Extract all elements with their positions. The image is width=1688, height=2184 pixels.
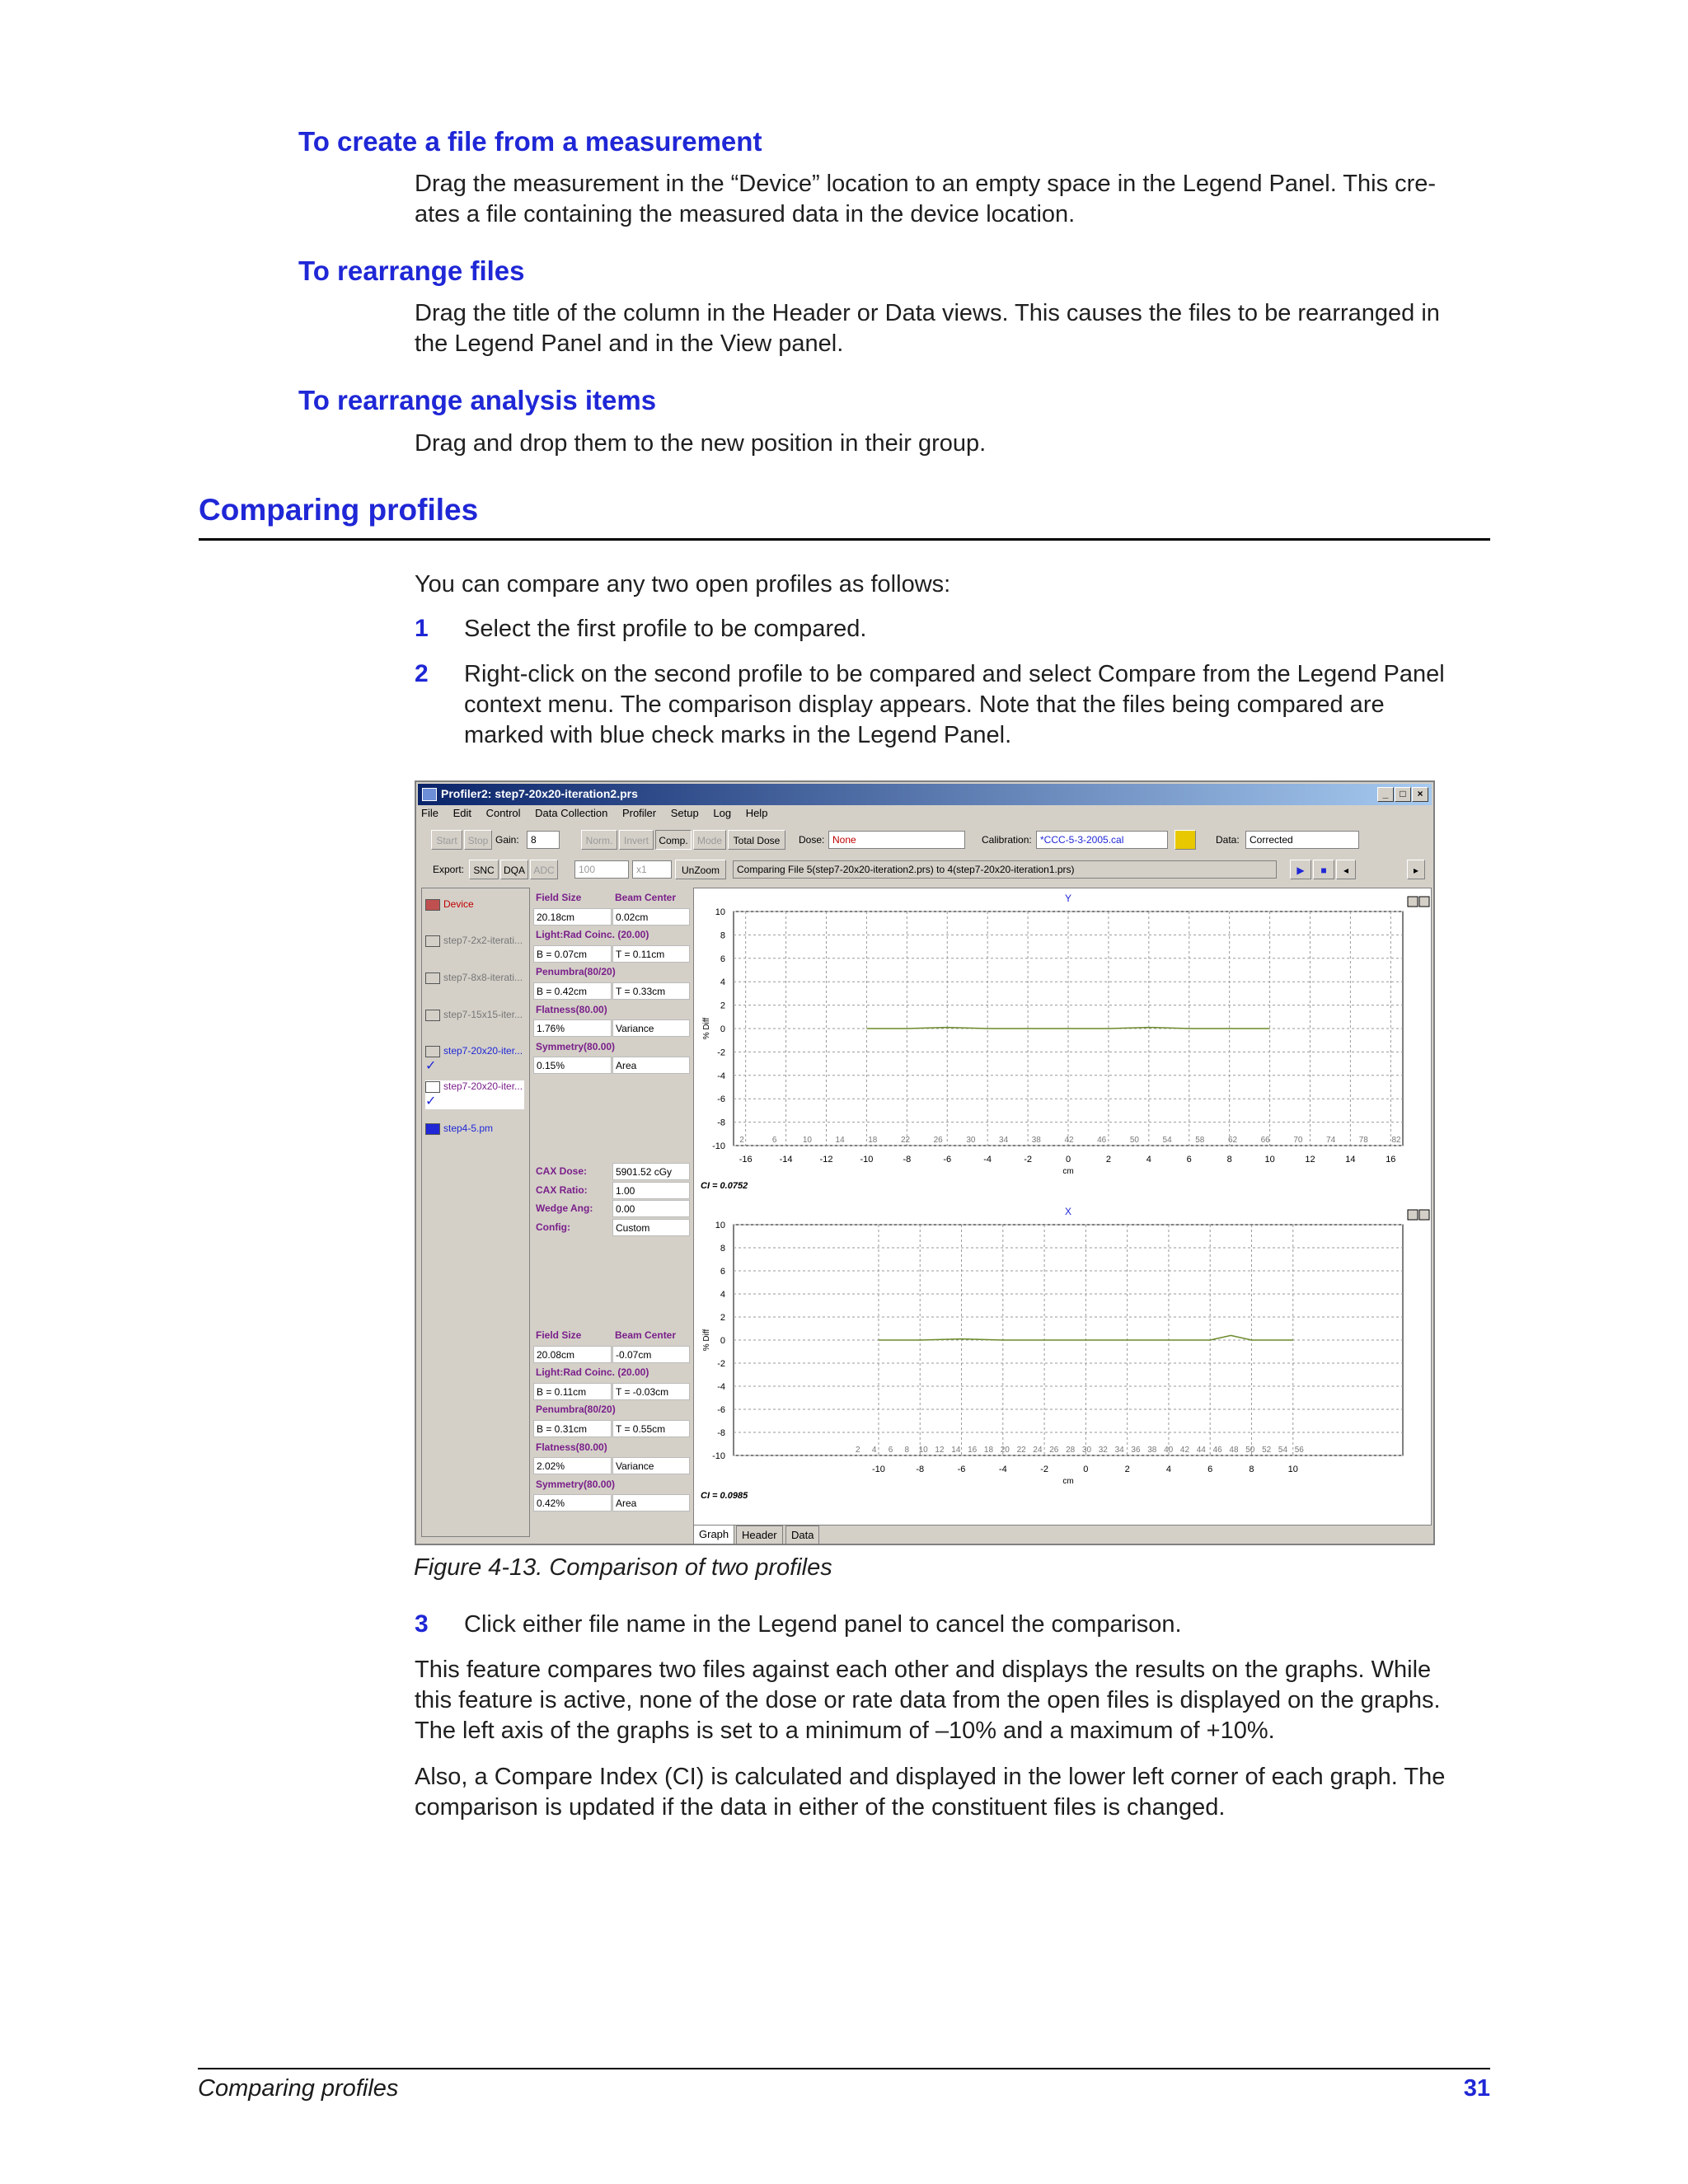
x-tick-label: -10 (860, 1155, 874, 1165)
detector-label: 14 (951, 1446, 961, 1455)
detector-label: 28 (1066, 1446, 1076, 1455)
measurement-icon (425, 1123, 440, 1135)
legend-item-file-4[interactable]: step7-20x20-iter... ✓ (425, 1045, 523, 1073)
x-tick-label: 14 (1345, 1155, 1356, 1165)
y-axis-label: % Diff (702, 1017, 711, 1040)
menu-log[interactable]: Log (713, 807, 732, 819)
device-icon (425, 899, 440, 911)
y-analysis-label: B = 0.42cm (533, 982, 612, 1000)
y-tick-label: 4 (720, 1290, 725, 1300)
y-analysis-value: 0.02cm (612, 908, 690, 926)
chart-title: X (1064, 1206, 1072, 1217)
footer-rule (198, 2068, 1490, 2069)
check-icon: ✓ (425, 1094, 437, 1108)
open-folder-icon[interactable] (1175, 830, 1196, 850)
x-tick-label: 4 (1146, 1155, 1151, 1165)
cax-row (533, 1200, 690, 1218)
y-tick-label: -4 (717, 1382, 725, 1392)
file-icon (425, 972, 440, 984)
menu-profiler[interactable]: Profiler (621, 807, 657, 819)
legend-item-file-1[interactable]: step7-2x2-iterati... (425, 935, 523, 947)
y-tick-label: 8 (720, 1244, 725, 1254)
data-select[interactable]: Corrected (1245, 831, 1359, 849)
menu-help[interactable]: Help (745, 807, 768, 819)
y-tick-label: -6 (717, 1405, 725, 1415)
detector-label: 78 (1358, 1136, 1368, 1145)
tab-header[interactable]: Header (736, 1526, 783, 1545)
app-icon (422, 788, 437, 801)
minimize-button[interactable]: _ (1377, 787, 1394, 802)
detector-label: 16 (968, 1446, 978, 1455)
x-analysis-row (533, 1383, 690, 1401)
y-tick-label: 0 (720, 1336, 725, 1346)
x-analysis-label: Penumbra(80/20) (536, 1404, 616, 1416)
y-analysis-label: 0.15% (533, 1057, 612, 1074)
y-analysis-row (533, 945, 690, 963)
y-tick-label: 0 (720, 1024, 725, 1034)
x-tick-label: -14 (779, 1155, 793, 1165)
y-analysis-label: Flatness(80.00) (536, 1003, 607, 1015)
close-button[interactable]: × (1412, 787, 1428, 802)
detector-label: 6 (888, 1446, 893, 1455)
x-analysis-row (533, 1494, 690, 1512)
scroll-left-icon[interactable]: ◂ (1336, 860, 1356, 879)
rearrange-files-body-2: the Legend Panel and in the View panel. (415, 330, 844, 357)
detector-label: 24 (1033, 1446, 1043, 1455)
x-tick-label: 16 (1386, 1155, 1396, 1165)
para2-line1: Also, a Compare Index (CI) is calculated and displayed in the lower left corner of each graph. The (415, 1764, 1446, 1790)
x-tick-label: 10 (1264, 1155, 1275, 1165)
check-icon: ✓ (425, 1058, 437, 1073)
norm-button[interactable]: Norm. (581, 830, 617, 850)
y-tick-label: 10 (715, 1221, 725, 1230)
heading-rule (199, 538, 1490, 541)
x-analysis-label: 20.08cm (533, 1346, 612, 1363)
y-analysis-label: Penumbra(80/20) (536, 966, 616, 978)
start-button[interactable]: Start (431, 830, 462, 850)
detector-label: 82 (1391, 1136, 1401, 1145)
y-analysis-label: B = 0.07cm (533, 945, 612, 963)
legend-item-file-6[interactable]: step4-5.pm (425, 1122, 493, 1135)
x-analysis-label: B = 0.31cm (533, 1420, 612, 1437)
x-tick-label: 6 (1186, 1155, 1192, 1165)
detector-label: 10 (802, 1136, 812, 1145)
compare-index-label: CI = 0.0752 (701, 1181, 748, 1191)
x-analysis-value: Beam Center (615, 1329, 677, 1341)
menu-control[interactable]: Control (485, 807, 521, 819)
detector-label: 46 (1212, 1446, 1222, 1455)
y-analysis-row (533, 889, 690, 907)
detector-label: 34 (1114, 1446, 1124, 1455)
comp-button[interactable]: Comp. (655, 830, 692, 850)
chart-title: Y (1064, 893, 1072, 904)
x-tick-label: 6 (1207, 1465, 1213, 1474)
x-analysis-value: T = 0.55cm (612, 1420, 690, 1437)
detector-label: 56 (1294, 1446, 1304, 1455)
zoom-select[interactable]: x1 (632, 860, 672, 879)
x-tick-label: -8 (903, 1155, 912, 1165)
legend-panel (421, 888, 530, 1537)
cax-value: 5901.52 cGy (612, 1163, 690, 1180)
x-analysis-value: T = -0.03cm (612, 1383, 690, 1400)
file-icon (425, 1081, 440, 1093)
legend-item-file-5[interactable]: step7-20x20-iter... ✓ (425, 1080, 523, 1108)
window-titlebar (418, 784, 1432, 805)
page-number: 31 (1463, 2075, 1490, 2102)
y-analysis-row (533, 982, 690, 1001)
x-tick-label: -4 (983, 1155, 992, 1165)
x-tick-label: 2 (1105, 1155, 1111, 1165)
detector-label: 22 (1016, 1446, 1026, 1455)
detector-label: 38 (1147, 1446, 1157, 1455)
detector-label: 22 (900, 1136, 911, 1145)
heading-create-file: To create a file from a measurement (298, 126, 762, 157)
x-analysis-row (533, 1346, 690, 1364)
detector-label: 54 (1162, 1136, 1172, 1145)
detector-label: 26 (933, 1136, 943, 1145)
detector-label: 36 (1131, 1446, 1141, 1455)
x-analysis-row (533, 1364, 690, 1382)
detector-label: 54 (1278, 1446, 1288, 1455)
maximize-button[interactable]: □ (1395, 787, 1411, 802)
y-analysis-row (533, 926, 690, 944)
x-analysis-row (533, 1420, 690, 1438)
dose-select[interactable]: None (828, 831, 965, 849)
y-analysis-label: 20.18cm (533, 908, 612, 926)
detector-label: 52 (1262, 1446, 1272, 1455)
cax-row (533, 1182, 690, 1200)
y-analysis-value: T = 0.11cm (612, 945, 690, 963)
legend-item-file-2[interactable]: step7-8x8-iterati... (425, 972, 523, 984)
detector-label: 48 (1229, 1446, 1239, 1455)
y-analysis-row (533, 908, 690, 926)
y-tick-label: -4 (717, 1071, 725, 1081)
y-analysis-value: Area (612, 1057, 690, 1074)
menu-edit[interactable]: Edit (452, 807, 471, 819)
y-tick-label: 8 (720, 930, 725, 941)
intro-text: You can compare any two open profiles as follows: (415, 571, 951, 598)
figure-caption: Figure 4-13. Comparison of two profiles (414, 1554, 832, 1581)
x-analysis-label: Flatness(80.00) (536, 1441, 607, 1453)
stop-icon[interactable]: ■ (1313, 860, 1334, 879)
play-icon[interactable]: ▶ (1290, 860, 1311, 879)
heading-rearrange-items: To rearrange analysis items (298, 385, 657, 415)
y-analysis-row (533, 1019, 690, 1038)
menu-bar (421, 807, 779, 825)
para1-line3: The left axis of the graphs is set to a minimum of –10% and a maximum of +10%. (415, 1718, 1275, 1744)
detector-label: 10 (918, 1446, 928, 1455)
snc-button[interactable]: SNC (469, 860, 499, 879)
x-analysis-value: Variance (612, 1457, 690, 1474)
x-tick-label: -12 (819, 1155, 833, 1165)
y-tick-label: 6 (720, 954, 725, 964)
total-dose-button[interactable]: Total Dose (728, 830, 785, 850)
detector-label: 8 (904, 1446, 910, 1455)
x-analysis-label: Symmetry(80.00) (536, 1478, 616, 1490)
menu-data-collection[interactable]: Data Collection (535, 807, 608, 819)
detector-label: 42 (1179, 1446, 1190, 1455)
detector-label: 40 (1164, 1446, 1174, 1455)
detector-label: 18 (983, 1446, 994, 1455)
compare-index-label: CI = 0.0985 (701, 1491, 748, 1501)
x-tick-label: 8 (1249, 1465, 1254, 1474)
detector-label: 4 (871, 1446, 877, 1455)
x-tick-label: 4 (1165, 1465, 1171, 1474)
x-tick-label: -2 (1040, 1465, 1048, 1474)
x-analysis-label: 0.42% (533, 1494, 612, 1511)
y-axis-label: % Diff (702, 1329, 711, 1352)
y-tick-label: -10 (712, 1141, 725, 1151)
x-axis-label: cm (1062, 1477, 1074, 1486)
x-analysis-row (533, 1476, 690, 1494)
x-tick-label: -8 (916, 1465, 925, 1474)
graph-view (693, 888, 1432, 1526)
gain-select[interactable]: 8 (527, 831, 560, 849)
y-analysis-value: Variance (612, 1019, 690, 1037)
tab-data[interactable]: Data (785, 1526, 819, 1545)
step-1-number: 1 (415, 615, 429, 642)
dose-label: Dose: (799, 834, 825, 846)
x-tick-label: -6 (943, 1155, 952, 1165)
data-label: Data: (1216, 834, 1240, 846)
x-analysis-label: Light:Rad Coinc. (20.00) (536, 1366, 649, 1379)
footer-title: Comparing profiles (198, 2075, 399, 2102)
rearrange-files-body-1: Drag the title of the column in the Header or Data views. This causes the files to be rearranged in (415, 300, 1440, 326)
y-analysis-value: Beam Center (615, 892, 677, 903)
x-analysis-label: B = 0.11cm (533, 1383, 612, 1400)
detector-label: 42 (1064, 1136, 1074, 1145)
detector-label: 50 (1245, 1446, 1255, 1455)
y-analysis-label: 1.76% (533, 1019, 612, 1037)
step-1-text: Select the first profile to be compared. (464, 616, 867, 642)
scroll-right-icon[interactable]: ▸ (1407, 860, 1425, 879)
y-analysis-label: Symmetry(80.00) (536, 1040, 616, 1052)
detector-label: 58 (1195, 1136, 1205, 1145)
step-2-text-1: Right-click on the second profile to be compared and select Compare from the Legend Panel (464, 661, 1445, 687)
cax-label: Wedge Ang: (536, 1202, 593, 1215)
menu-file[interactable]: File (421, 807, 438, 819)
y-analysis-row (533, 1038, 690, 1057)
detector-label: 44 (1196, 1446, 1206, 1455)
x-analysis-row (533, 1439, 690, 1457)
status-field: Comparing File 5(step7-20x20-iteration2.prs) to 4(step7-20x20-iteration1.prs) (733, 860, 1277, 879)
y-analysis-label: Field Size (536, 892, 582, 903)
step-3-text: Click either file name in the Legend panel to cancel the comparison. (464, 1611, 1182, 1638)
x-tick-label: 0 (1065, 1155, 1071, 1165)
x-tick-label: -16 (738, 1155, 753, 1165)
stop-button[interactable]: Stop (464, 830, 492, 850)
mode-button[interactable]: Mode (693, 830, 726, 850)
y-analysis-label: Light:Rad Coinc. (20.00) (536, 929, 649, 941)
rearrange-items-body: Drag and drop them to the new position in their group. (415, 430, 987, 457)
detector-label: 14 (835, 1136, 845, 1145)
x-analysis-row (533, 1401, 690, 1419)
y-tick-label: -8 (717, 1118, 725, 1128)
x-tick-label: -6 (957, 1465, 966, 1474)
calibration-select[interactable]: *CCC-5-3-2005.cal (1036, 831, 1168, 849)
invert-button[interactable]: Invert (619, 830, 654, 850)
cax-label: Config: (536, 1221, 570, 1233)
y-analysis-value: T = 0.33cm (612, 982, 690, 1000)
export-label: Export: (433, 864, 465, 875)
x-tick-label: -10 (872, 1465, 885, 1474)
detector-label: 50 (1129, 1136, 1139, 1145)
y-tick-label: 4 (720, 977, 725, 988)
dqa-button[interactable]: DQA (500, 860, 528, 879)
y-tick-label: -6 (717, 1094, 725, 1105)
detector-label: 70 (1293, 1136, 1303, 1145)
cax-value: Custom (612, 1219, 690, 1236)
detector-label: 46 (1097, 1136, 1107, 1145)
legend-item-file-3[interactable]: step7-15x15-iter... (425, 1009, 523, 1021)
x-analysis-row (533, 1327, 690, 1345)
comparison-charts (694, 888, 1431, 1525)
x-tick-label: 12 (1305, 1155, 1315, 1165)
file-icon (425, 1046, 440, 1057)
window-title: Profiler2: step7-20x20-iteration2.prs (441, 787, 638, 800)
x-analysis-label: Field Size (536, 1329, 582, 1341)
x-tick-label: -2 (1024, 1155, 1032, 1165)
heading-rearrange-files: To rearrange files (298, 255, 525, 286)
detector-label: 12 (935, 1446, 945, 1455)
tab-graph[interactable]: Graph (693, 1526, 734, 1544)
para1-line1: This feature compares two files against each other and displays the results on the graphs. While (415, 1657, 1432, 1683)
detector-label: 30 (966, 1136, 976, 1145)
detector-label: 20 (1000, 1446, 1010, 1455)
cax-row (533, 1219, 690, 1237)
detector-label: 2 (856, 1446, 860, 1455)
y-analysis-row (533, 1057, 690, 1075)
main-heading: Comparing profiles (199, 493, 479, 527)
cax-value: 1.00 (612, 1182, 690, 1199)
detector-label: 2 (739, 1136, 744, 1145)
panel-expand-icon (1408, 897, 1418, 907)
x-tick-label: 0 (1083, 1465, 1089, 1474)
detector-label: 74 (1326, 1136, 1336, 1145)
analysis-panel (533, 888, 690, 1535)
x-analysis-label: 2.02% (533, 1457, 612, 1474)
x-tick-label: 2 (1124, 1465, 1130, 1474)
x-analysis-value: -0.07cm (612, 1346, 690, 1363)
create-file-body-1: Drag the measurement in the “Device” location to an empty space in the Legend Panel. This cre- (415, 171, 1437, 197)
detector-label: 32 (1098, 1446, 1108, 1455)
y-tick-label: -8 (717, 1428, 725, 1438)
y-analysis-row (533, 1001, 690, 1019)
cax-row (533, 1163, 690, 1181)
range-select[interactable]: 100 (574, 860, 629, 879)
y-tick-label: 6 (720, 1267, 725, 1277)
para2-line2: comparison is updated if the data in either of the constituent files is changed. (415, 1794, 1226, 1821)
detector-label: 26 (1049, 1446, 1059, 1455)
detector-label: 30 (1081, 1446, 1092, 1455)
panel-close-icon (1419, 1210, 1429, 1220)
detector-label: 6 (771, 1136, 777, 1145)
x-analysis-value: Area (612, 1494, 690, 1511)
unzoom-button[interactable]: UnZoom (675, 860, 726, 879)
cax-label: CAX Ratio: (536, 1183, 588, 1196)
calibration-label: Calibration: (982, 834, 1032, 846)
step-2-text-2: context menu. The comparison display appears. Note that the files being compared are (464, 691, 1385, 718)
para1-line2: this feature is active, none of the dose or rate data from the open files is displayed on the graphs. (415, 1687, 1441, 1713)
x-analysis-row (533, 1457, 690, 1475)
profiler-window (415, 780, 1435, 1545)
file-icon (425, 1010, 440, 1021)
create-file-body-2: ates a file containing the measured data in the device location. (415, 201, 1076, 227)
step-2-number: 2 (415, 660, 429, 687)
y-tick-label: 2 (720, 1001, 725, 1011)
cax-value: 0.00 (612, 1200, 690, 1217)
legend-item-device[interactable]: Device (425, 898, 474, 911)
menu-setup[interactable]: Setup (670, 807, 699, 819)
adc-button[interactable]: ADC (530, 860, 558, 879)
panel-close-icon (1419, 897, 1429, 907)
panel-expand-icon (1408, 1210, 1418, 1220)
file-icon (425, 935, 440, 947)
detector-label: 62 (1227, 1136, 1238, 1145)
x-axis-label: cm (1062, 1167, 1074, 1176)
y-tick-label: -2 (717, 1047, 725, 1058)
detector-label: 38 (1031, 1136, 1041, 1145)
y-tick-label: 10 (715, 907, 725, 917)
x-tick-label: 10 (1287, 1465, 1298, 1474)
gain-label: Gain: (495, 834, 519, 846)
x-tick-label: -4 (998, 1465, 1007, 1474)
y-analysis-row (533, 963, 690, 982)
step-3-number: 3 (415, 1610, 429, 1638)
y-tick-label: 2 (720, 1313, 725, 1323)
x-tick-label: 8 (1226, 1155, 1232, 1165)
detector-label: 18 (868, 1136, 878, 1145)
y-tick-label: -10 (712, 1451, 725, 1461)
cax-label: CAX Dose: (536, 1165, 588, 1177)
step-2-text-3: marked with blue check marks in the Legend Panel. (464, 722, 1012, 748)
y-tick-label: -2 (717, 1359, 725, 1369)
detector-label: 34 (999, 1136, 1009, 1145)
detector-label: 66 (1260, 1136, 1270, 1145)
